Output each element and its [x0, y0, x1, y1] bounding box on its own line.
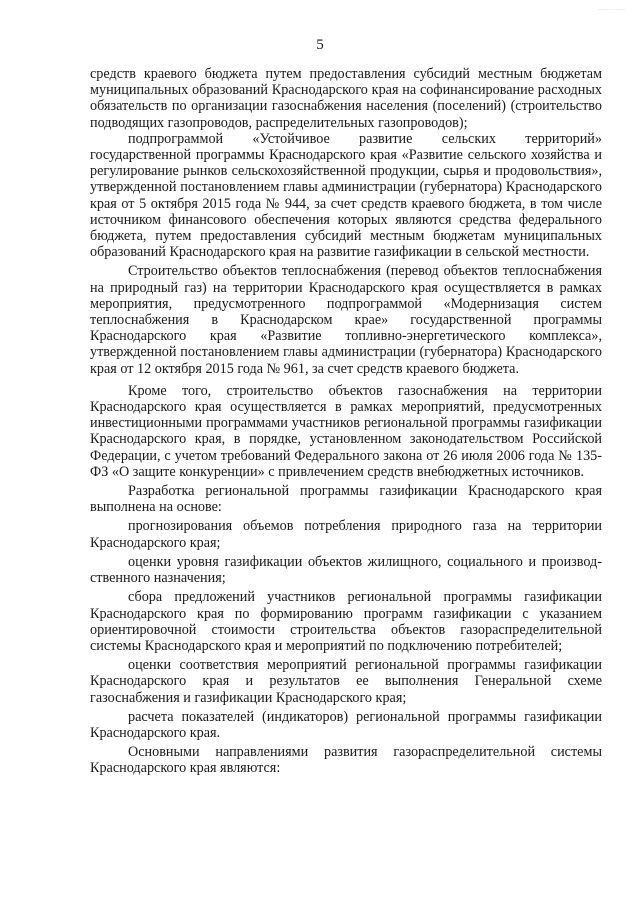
paragraph: расчета показателей (индикаторов) региональной программы газификации Краснодарского края.	[90, 708, 602, 741]
body-text	[90, 66, 602, 777]
paragraph: оценки соответствия мероприятий региональной программы газификации Краснодарского края и результатов ее выполнения Генеральной схеме газоснабжения и газификации Краснодарского края;	[90, 657, 602, 706]
paragraph: средств краевого бюджета путем предоставления субсидий местным бюджетам муниципальных образований Краснодарского края на софинансирование расходных обязательств по организации газоснабжения населения (поселений) (строительство подводящих газопроводов, распределительных газопроводов);	[90, 66, 602, 131]
paragraph: прогнозирования объемов потребления природного газа на территории Краснодарского края;	[90, 518, 602, 551]
paragraph: Разработка региональной программы газификации Краснодарского края выполнена на основе:	[90, 483, 602, 516]
paragraph: Основными направлениями развития газораспределительной системы Краснодарского края являются:	[90, 744, 602, 777]
paragraph: сбора предложений участников региональной программы газификации Краснодарского края по формированию программ газификации с указанием ориентировочной стоимости строительства объектов газораспределительной системы Краснодарского края и мероприятий по подключению потребителей;	[90, 589, 602, 654]
paragraph: Кроме того, строительство объектов газоснабжения на территории Краснодарского края осуществляется в рамках мероприятий, предусмотренных инвестиционными программами участников региональной программы газификации Краснодарского края, в порядке, установленном законодательством Российской Федерации, с учетом требований Федерального закона от 26 июля 2006 года № 135-ФЗ «О защите конкуренции» с привлечением средств внебюджетных источников.	[90, 382, 602, 480]
corner-mark: ——— ———	[597, 6, 626, 11]
paragraph: подпрограммой «Устойчивое развитие сельских территорий» государственной программы Краснодарского края «Развитие сельского хозяйства и регулирование рынков сельскохозяйственной продукции, сырья и продовольствия», утвержденной постановлением главы администрации (губернатора) Краснодарского края от 5 октября 2015 года № 944, за счет средств краевого бюджета, в том числе источником финансового обеспечения которых являются средства федерального бюджета, путем предоставления субсидий местным бюджетам муниципальных образований Краснодарского края на развитие газификации в сельской местности.	[90, 130, 602, 261]
page-number: 5	[316, 37, 324, 53]
paragraph: Строительство объектов теплоснабжения (перевод объектов теплоснабжения на природный газ) на территории Краснодарского края осуществляется в рамках мероприятия, предусмотренного подпрограммой «Модернизация систем теплоснабжения в Краснодарском крае» государственной программы Краснодарского края «Развитие топливно-энергетического комплекса», утвержденной постановлением главы администрации (губернатора) Краснодарского края от 12 октября 2015 года № 961, за счет средств краевого бюджета.	[90, 263, 602, 377]
paragraph: оценки уровня газификации объектов жилищного, социального и производ-ственного назначения;	[90, 553, 602, 587]
